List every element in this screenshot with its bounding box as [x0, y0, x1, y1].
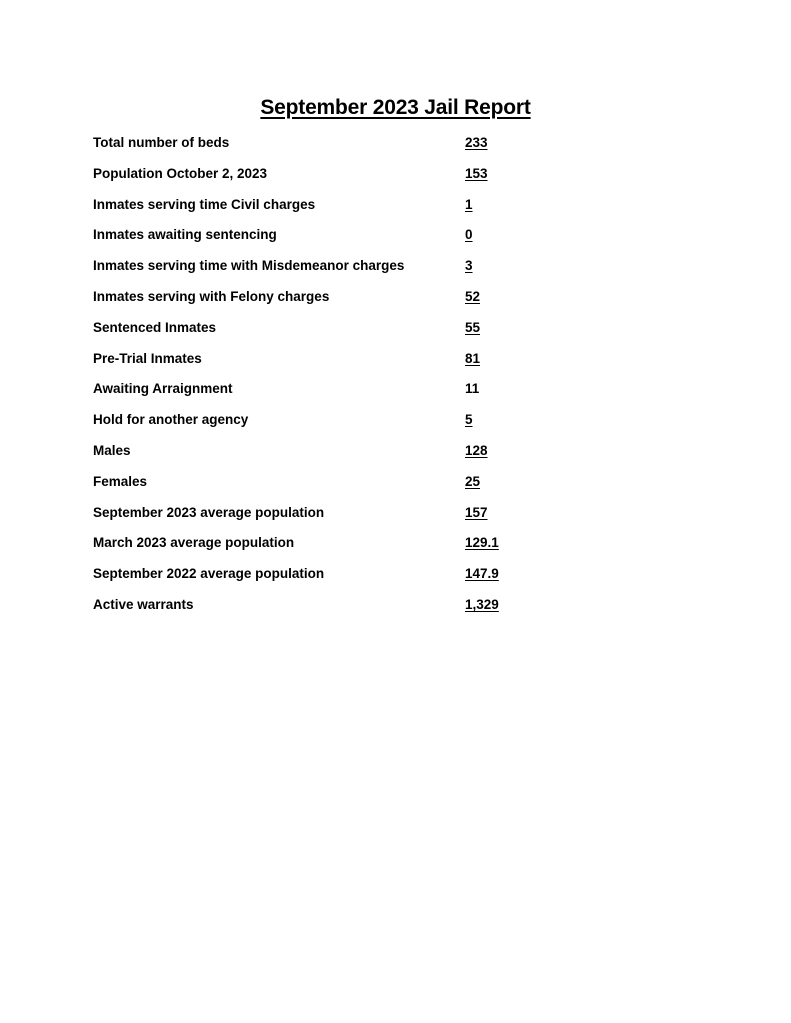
report-row [93, 318, 733, 349]
report-row [93, 349, 733, 380]
row-label: Inmates serving with Felony charges [93, 288, 330, 304]
report-row [93, 595, 733, 626]
row-value: 1,329 [465, 596, 499, 612]
row-label: Males [93, 442, 131, 458]
report-row [93, 533, 733, 564]
report-row [93, 410, 733, 441]
row-label: Inmates serving time Civil charges [93, 196, 316, 212]
report-row [93, 225, 733, 256]
page-title: September 2023 Jail Report [260, 96, 531, 119]
row-value: 11 [465, 381, 480, 397]
row-label: Inmates awaiting sentencing [93, 227, 277, 243]
report-row [93, 164, 733, 195]
row-label: Inmates serving time with Misdemeanor charges [93, 258, 405, 274]
row-label: Sentenced Inmates [93, 319, 217, 335]
report-row [93, 287, 733, 318]
report-list [93, 133, 733, 626]
report-row [93, 564, 733, 595]
row-label: Active warrants [93, 596, 194, 612]
row-value: 157 [465, 504, 488, 520]
report-row [93, 133, 733, 164]
row-label: Population October 2, 2023 [93, 165, 268, 181]
row-label: Females [93, 473, 148, 489]
row-value: 5 [465, 412, 473, 428]
row-label: Hold for another agency [93, 412, 249, 428]
row-value: 153 [465, 165, 488, 181]
row-value: 233 [465, 135, 488, 150]
row-value: 55 [465, 319, 481, 335]
row-value: 128 [465, 442, 488, 458]
row-label: September 2023 average population [93, 504, 325, 520]
row-label: Awaiting Arraignment [93, 381, 233, 397]
row-label: September 2022 average population [93, 566, 325, 582]
row-value: 147.9 [465, 566, 499, 582]
row-value: 52 [465, 288, 481, 304]
row-label: March 2023 average population [93, 535, 295, 551]
row-label: Total number of beds [93, 135, 230, 150]
row-value: 81 [465, 350, 481, 366]
row-value: 129.1 [465, 535, 499, 551]
report-row [93, 379, 733, 410]
report-row [93, 441, 733, 472]
row-value: 3 [465, 258, 473, 274]
row-label: Pre-Trial Inmates [93, 350, 202, 366]
report-row [93, 256, 733, 287]
row-value: 25 [465, 473, 481, 489]
row-value: 1 [465, 196, 473, 212]
report-row [93, 503, 733, 534]
report-row [93, 195, 733, 226]
report-row [93, 472, 733, 503]
row-value: 0 [465, 227, 473, 243]
